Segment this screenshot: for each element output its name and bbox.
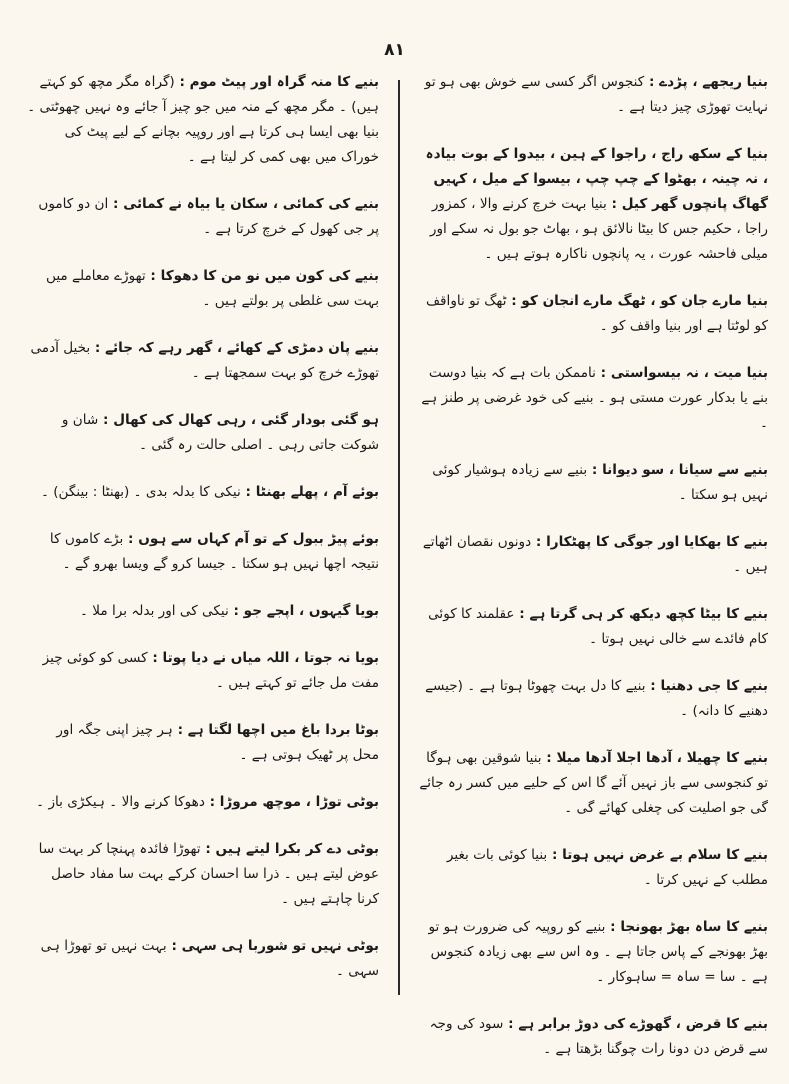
entry-head: بوٹی نہیں تو شوربا ہی سہی	[181, 938, 379, 954]
entry: بنیے کا جی دھنیا : بنیے کا دل بہت چھوٹا ہوتا ہے ۔ (جیسے دھنیے کا دانہ) ۔	[425, 678, 768, 719]
entry: بوٹا بردا باغ میں اچھا لگتا ہے : ہر چیز اپنی جگہ اور محل پر ٹھیک ہوتی ہے ۔	[56, 722, 379, 763]
entry-head: بنیا میت ، نہ بیسواستی	[610, 365, 768, 381]
entry-head: بنیا کے سکھ راج ، راجوا کے ہین ، بیدوا کے بوت بیادہ ، نہ چینہ ، بھٹوا کے چپ چپ ، بیسوا کے میل ، کہیں گھاگ پانچوں گھر کیل	[425, 146, 768, 212]
entry-body: کسی کو کوئی چیز مفت مل جائے تو کہتے ہیں ۔	[42, 650, 379, 691]
entry: بنیے سے سیانا ، سو دیوانا : بنیے سے زیادہ ہوشیار کوئی نہیں ہو سکتا ۔	[432, 462, 768, 503]
page-number: ۸۱	[384, 40, 405, 60]
entry-head: بنیے کی کمائی ، سکان یا بیاہ نے کمائی	[123, 196, 379, 212]
entry-head: بنیے کی کون میں نو من کا دھوکا	[160, 268, 379, 284]
left-column	[27, 70, 379, 1006]
entry: بنیا میت ، نہ بیسواستی : ناممکن بات ہے کہ بنیا دوست بنے یا بدکار عورت مستی ہو ۔ بنیے کی خود غرضی پر طنز ہے ۔	[421, 365, 768, 431]
entry-head: بوئے آم ، پھلے بھنٹا	[255, 484, 379, 500]
entry-body: بہت نہیں تو تھوڑا ہی سہی ۔	[40, 938, 379, 979]
entry-body: ان دو کاموں پر جی کھول کے خرچ کرتا ہے ۔	[38, 196, 379, 237]
entry-body: کنجوس اگر کسی سے خوش بھی ہو تو نہایت تھوڑی چیز دیتا ہے ۔	[424, 74, 768, 115]
entry-body: عقلمند کا کوئی کام فائدے سے خالی نہیں ہوتا ۔	[428, 606, 768, 647]
entry-body: بنیے کو روپیہ کی ضرورت ہو تو بھڑ بھونجے کے پاس جاتا ہے ۔ وہ اس سے بھی زیادہ کنجوس ہے ۔ سا = ساہ = ساہوکار ۔	[428, 919, 768, 985]
entry: بنیے کا منہ گراہ اور پیٹ موم : (گراہ مگر مچھ کو کہتے ہیں) ۔ مگر مچھ کے منہ میں جو چیز آ جائے وہ نہیں چھوٹتی ۔ بنیا بھی ایسا ہی کرتا ہے اور روپیہ بچانے کے لیے پیٹ کی خوراک میں بھی کمی کر لیتا ہے ۔	[27, 74, 379, 165]
entry-head: بنیے کا بھکایا اور جوگی کا پھٹکارا	[546, 534, 768, 550]
entry-body: بنیے کا دل بہت چھوٹا ہوتا ہے ۔ (جیسے دھنیے کا دانہ) ۔	[425, 678, 768, 719]
entry-head: بنیے کا سلام بے غرض نہیں ہوتا	[562, 847, 768, 863]
entry-head: بنیے کا چھیلا ، آدھا اجلا آدھا میلا	[556, 750, 768, 766]
entry: بنیے کا چھیلا ، آدھا اجلا آدھا میلا : بنیا شوقین بھی ہوگا تو کنجوسی سے باز نہیں آئے گا اس کے حلیے میں کسر رہ جائے گی جو اصلیت کی چغلی کھائے گی ۔	[419, 750, 768, 816]
entry-body: بنیا بہت خرچ کرنے والا ، کمزور راجا ، حکیم جس کا بیٹا نالائق ہو ، بھاٹ جو بول نہ سکے اور میلی فاحشہ عورت ، یہ پانچوں ناکارہ ہوتے ہیں ۔	[429, 196, 768, 262]
entry-body: نیکی کی اور بدلہ برا ملا ۔	[79, 603, 229, 619]
entry-head: بوٹی توڑا ، موچھ مروڑا	[219, 794, 379, 810]
entry-body: (گراہ مگر مچھ کو کہتے ہیں) ۔ مگر مچھ کے منہ میں جو چیز آ جائے وہ نہیں چھوٹتی ۔ بنیا بھی ایسا ہی کرتا ہے اور روپیہ بچانے کے لیے پیٹ کی خوراک میں بھی کمی کر لیتا ہے ۔	[27, 74, 379, 165]
entry-body: تھوڑا فائدہ پہنچا کر بہت سا عوض لیتے ہیں ۔ ذرا سا احسان کرکے بہت سا مفاد حاصل کرنا چاہتے ہیں ۔	[38, 841, 379, 907]
entry-body: بنیے سے زیادہ ہوشیار کوئی نہیں ہو سکتا ۔	[432, 462, 768, 503]
entry: بنیے پان دمڑی کے کھائے ، گھر رہے کہ جائے : بخیل آدمی تھوڑے خرچ کو بہت سمجھتا ہے ۔	[30, 340, 379, 381]
entry-body: نیکی کا بدلہ بدی ۔ (بھنٹا : بینگن) ۔	[40, 484, 241, 500]
entry: بوئے پیڑ ببول کے تو آم کہاں سے ہوں : بڑے کاموں کا نتیجہ اچھا نہیں ہو سکتا ۔ جیسا کرو گے ویسا بھرو گے ۔	[49, 531, 379, 572]
entry: بنیے کا قرض ، گھوڑے کی دوڑ برابر ہے : سود کی وجہ سے قرض دن دونا رات چوگنا بڑھتا ہے ۔	[429, 1016, 768, 1057]
entry-body: شان و شوکت جاتی رہی ۔ اصلی حالت رہ گئی ۔	[61, 412, 379, 453]
entry-body: ٹھگ تو ناواقف کو لوٹتا ہے اور بنیا واقف کو ۔	[425, 293, 768, 334]
entry: بوٹی دے کر بکرا لیتے ہیں : تھوڑا فائدہ پہنچا کر بہت سا عوض لیتے ہیں ۔ ذرا سا احسان کرکے بہت سا مفاد حاصل کرنا چاہتے ہیں ۔	[38, 841, 379, 907]
entry: بنیا ریجھے ، پڑدے : کنجوس اگر کسی سے خوش بھی ہو تو نہایت تھوڑی چیز دیتا ہے ۔	[424, 74, 768, 115]
entry-body: ہر چیز اپنی جگہ اور محل پر ٹھیک ہوتی ہے ۔	[56, 722, 379, 763]
entry-head: بنیے پان دمڑی کے کھائے ، گھر رہے کہ جائے	[105, 340, 379, 356]
entry-head: ہو گئی بودار گئی ، رہی کھال کی کھال	[113, 412, 379, 428]
entry: بنیے کا ساہ بھڑ بھونجا : بنیے کو روپیہ کی ضرورت ہو تو بھڑ بھونجے کے پاس جاتا ہے ۔ وہ اس سے بھی زیادہ کنجوس ہے ۔ سا = ساہ = ساہوکار ۔	[428, 919, 768, 985]
entry-body: بنیا شوقین بھی ہوگا تو کنجوسی سے باز نہیں آئے گا اس کے حلیے میں کسر رہ جائے گی جو اصلیت کی چغلی کھائے گی ۔	[419, 750, 768, 816]
entry-body: ناممکن بات ہے کہ بنیا دوست بنے یا بدکار عورت مستی ہو ۔ بنیے کی خود غرضی پر طنز ہے ۔	[421, 365, 768, 431]
entry: بوٹی توڑا ، موچھ مروڑا : دھوکا کرنے والا ۔ ہیکڑی باز ۔	[36, 794, 379, 810]
entry: بنیے کا سلام بے غرض نہیں ہوتا : بنیا کوئی بات بغیر مطلب کے نہیں کرتا ۔	[446, 847, 768, 888]
entry: بویا نہ جوتا ، اللہ میاں نے دیا پوتا : کسی کو کوئی چیز مفت مل جائے تو کہتے ہیں ۔	[42, 650, 379, 691]
entry-body: سود کی وجہ سے قرض دن دونا رات چوگنا بڑھتا ہے ۔	[429, 1016, 768, 1057]
entry-body: دونوں نقصان اٹھاتے ہیں ۔	[422, 534, 768, 575]
entry-head: بنیے کا بیٹا کچھ دیکھ کر ہی گرتا ہے	[529, 606, 768, 622]
entry-body: بڑے کاموں کا نتیجہ اچھا نہیں ہو سکتا ۔ جیسا کرو گے ویسا بھرو گے ۔	[49, 531, 379, 572]
entry-head: بویا نہ جوتا ، اللہ میاں نے دیا پوتا	[162, 650, 379, 666]
entry-head: بنیے کا منہ گراہ اور پیٹ موم	[189, 74, 379, 90]
entry: بنیا کے سکھ راج ، راجوا کے ہین ، بیدوا کے بوت بیادہ ، نہ چینہ ، بھٹوا کے چپ چپ ، بیسوا کے میل ، کہیں گھاگ پانچوں گھر کیل : بنیا بہت خرچ کرنے والا ، کمزور راجا ، حکیم جس کا بیٹا نالائق ہو ، بھاٹ جو بول نہ سکے اور میلی فاحشہ عورت ، یہ پانچوں ناکارہ ہوتے ہیں ۔	[425, 146, 768, 262]
entry: بوٹی نہیں تو شوربا ہی سہی : بہت نہیں تو تھوڑا ہی سہی ۔	[40, 938, 379, 979]
entry-head: بنیے کا جی دھنیا	[660, 678, 768, 694]
entry-head: بوئے پیڑ ببول کے تو آم کہاں سے ہوں	[138, 531, 379, 547]
entry: بوئے آم ، پھلے بھنٹا : نیکی کا بدلہ بدی ۔ (بھنٹا : بینگن) ۔	[40, 484, 379, 500]
entry-head: بوٹی دے کر بکرا لیتے ہیں	[215, 841, 379, 857]
entry-head: بنیے سے سیانا ، سو دیوانا	[602, 462, 768, 478]
entry-body: دھوکا کرنے والا ۔ ہیکڑی باز ۔	[36, 794, 205, 810]
entry: بنیے کی کمائی ، سکان یا بیاہ نے کمائی : ان دو کاموں پر جی کھول کے خرچ کرتا ہے ۔	[38, 196, 379, 237]
entry: بویا گیہوں ، اپجے جو : نیکی کی اور بدلہ برا ملا ۔	[79, 603, 379, 619]
entry-body: بنیا کوئی بات بغیر مطلب کے نہیں کرتا ۔	[446, 847, 768, 888]
column-divider	[398, 80, 400, 995]
entry-head: بوٹا بردا باغ میں اچھا لگتا ہے	[187, 722, 379, 738]
right-column	[416, 70, 768, 1084]
entry: ہو گئی بودار گئی ، رہی کھال کی کھال : شان و شوکت جاتی رہی ۔ اصلی حالت رہ گئی ۔	[61, 412, 379, 453]
entry-head: بنیا مارے جان کو ، ٹھگ مارے انجان کو	[521, 293, 768, 309]
entry: بنیے کی کون میں نو من کا دھوکا : تھوڑے معاملے میں بہت سی غلطی پر بولتے ہیں ۔	[45, 268, 379, 309]
entry: بنیا مارے جان کو ، ٹھگ مارے انجان کو : ٹھگ تو ناواقف کو لوٹتا ہے اور بنیا واقف کو ۔	[425, 293, 768, 334]
entry-head: بنیا ریجھے ، پڑدے	[659, 74, 768, 90]
entry: بنیے کا بیٹا کچھ دیکھ کر ہی گرتا ہے : عقلمند کا کوئی کام فائدے سے خالی نہیں ہوتا ۔	[428, 606, 768, 647]
entry-body: بخیل آدمی تھوڑے خرچ کو بہت سمجھتا ہے ۔	[30, 340, 379, 381]
entry-head: بویا گیہوں ، اپجے جو	[243, 603, 379, 619]
entry-body: تھوڑے معاملے میں بہت سی غلطی پر بولتے ہیں ۔	[45, 268, 379, 309]
entry-head: بنیے کا ساہ بھڑ بھونجا	[620, 919, 768, 935]
entry-head: بنیے کا قرض ، گھوڑے کی دوڑ برابر ہے	[518, 1016, 768, 1032]
entry: بنیے کا بھکایا اور جوگی کا پھٹکارا : دونوں نقصان اٹھاتے ہیں ۔	[422, 534, 768, 575]
